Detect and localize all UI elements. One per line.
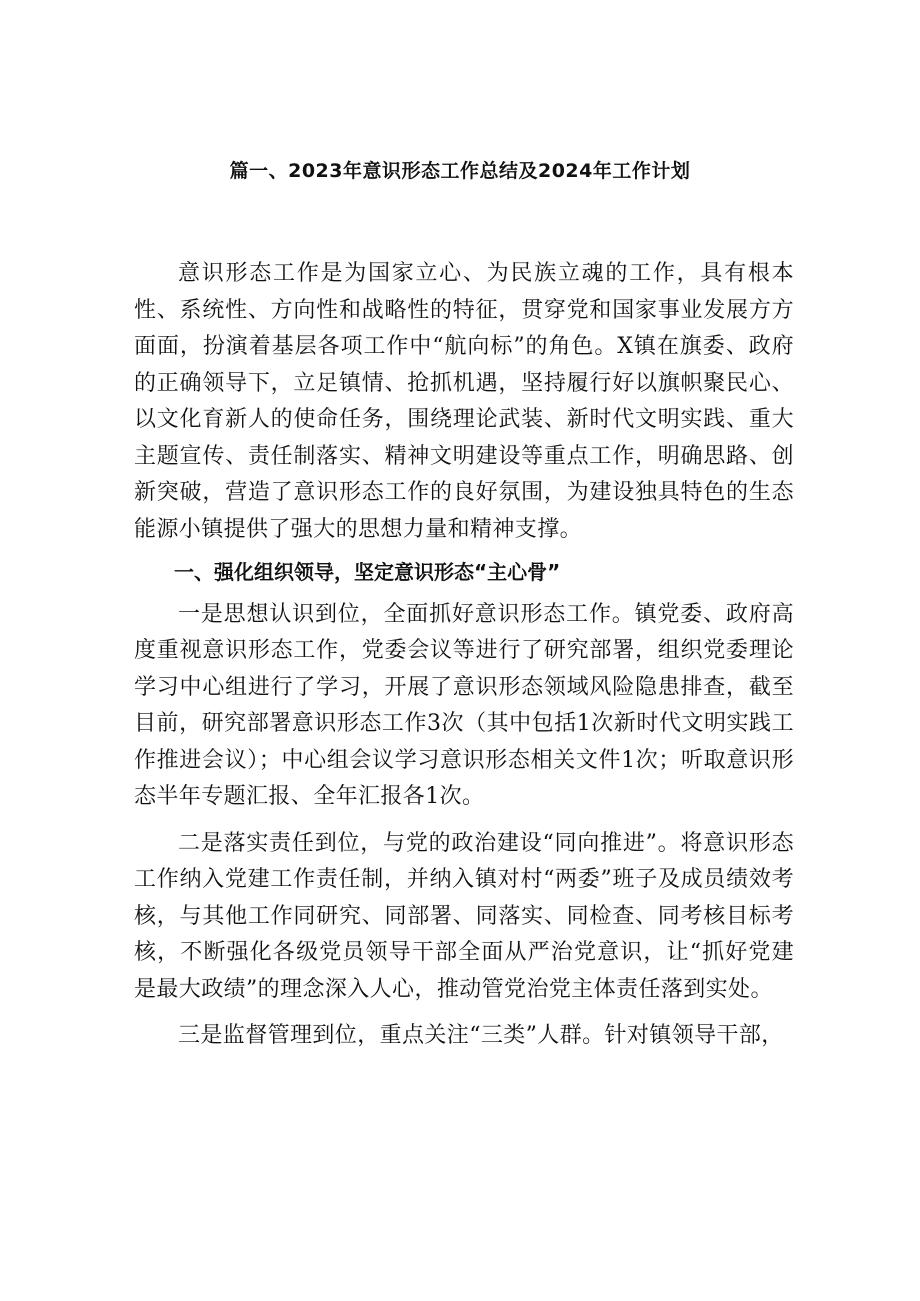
paragraph-thinking: 一是思想认识到位，全面抓好意识形态工作。镇党委、政府高度重视意识形态工作，党委会议等进行了研究部署，组织党委理论学习中心组进行了学习，开展了意识形态领域风险隐患排查，截至目前，研究部署意识形态工作3次（其中包括1次新时代文明实践工作推进会议）；中心组会议学习意识形态相关文件1次；听取意识形态半年专题汇报、全年汇报各1次。 [134, 601, 794, 809]
paragraph-supervision: 三是监督管理到位，重点关注“三类”人群。针对镇领导干部， [178, 1023, 784, 1048]
intro-paragraph: 意识形态工作是为国家立心、为民族立魂的工作，具有根本性、系统性、方向性和战略性的特征，贯穿党和国家事业发展方方面面，扮演着基层各项工作中“航向标”的角色。X镇在旗委、政府的正确领导下，立足镇情、抢抓机遇，坚持履行好以旗帜聚民心、以文化育新人的使命任务，围绕理论武装、新时代文明实践、重大主题宣传、责任制落实、精神文明建设等重点工作，明确思路、创新突破，营造了意识形态工作的良好氛围，为建设独具特色的生态能源小镇提供了强大的思想力量和精神支撑。 [134, 261, 794, 542]
paragraph-responsibility: 二是落实责任到位，与党的政治建设“同向推进”。将意识形态工作纳入党建工作责任制，并纳入镇对村“两委”班子及成员绩效考核，与其他工作同研究、同部署、同落实、同检查、同考核目标考核，不断强化各级党员领导干部全面从严治党意识，让“抓好党建是最大政绩”的理念深入人心，推动管党治党主体责任落到实处。 [134, 830, 794, 1002]
section-heading: 一、强化组织领导，坚定意识形态“主心骨” [174, 560, 561, 584]
document-body [134, 256, 794, 1055]
document-title: 篇一、2023年意识形态工作总结及2024年工作计划 [229, 160, 691, 182]
